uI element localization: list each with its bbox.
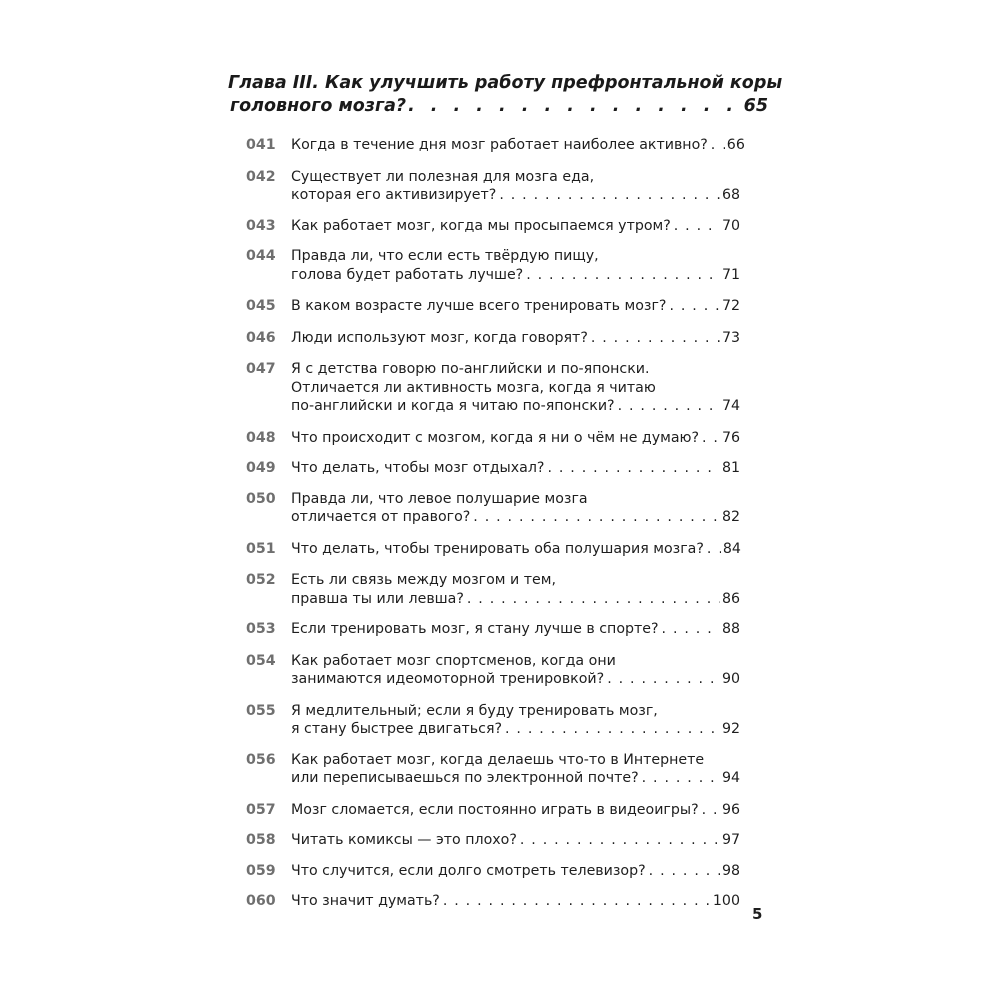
toc-entry-title: Если тренировать мозг, я стану лучше в спорте? bbox=[291, 621, 659, 637]
toc-entry-body bbox=[291, 540, 740, 559]
toc-entry-body bbox=[291, 831, 740, 850]
toc-entry-title: голова будет работать лучше? bbox=[291, 266, 524, 283]
toc-entry-final-line bbox=[291, 801, 740, 820]
toc-entry-final-line bbox=[291, 540, 740, 559]
toc-entry bbox=[246, 862, 740, 881]
toc-entry-page: 92 bbox=[721, 721, 740, 737]
toc-entry-title-line: Я медлительный; если я буду тренировать мозг, bbox=[291, 702, 658, 719]
toc-entry-number: 057 bbox=[246, 801, 276, 818]
toc-entry-title: Мозг сломается, если постоянно играть в видеоигры? bbox=[291, 801, 699, 818]
toc-entry-page: 98 bbox=[721, 862, 740, 879]
toc-entry-page: 84 bbox=[722, 540, 741, 557]
toc-entry-title-line: Отличается ли активность мозга, когда я читаю bbox=[291, 379, 656, 396]
toc-entry bbox=[246, 652, 740, 689]
toc-entry-final-line bbox=[291, 862, 740, 881]
toc-entry-final-line bbox=[291, 892, 740, 911]
toc-entry-final-line bbox=[291, 831, 740, 850]
toc-entry-number: 041 bbox=[246, 137, 276, 153]
toc-entry-number: 043 bbox=[246, 217, 276, 234]
toc-entry-title: Что случится, если долго смотреть телевизор? bbox=[291, 862, 646, 879]
toc-entry-final-line bbox=[291, 508, 740, 527]
toc-entry-page: 70 bbox=[721, 217, 740, 234]
toc-entry-number: 055 bbox=[246, 702, 276, 719]
toc-entry-body bbox=[291, 620, 740, 639]
toc-entry-page: 66 bbox=[726, 137, 745, 153]
toc-entry-title-line: Я с детства говорю по-английски и по-японски. bbox=[291, 361, 650, 377]
toc-entry-final-line bbox=[291, 459, 740, 478]
toc-entry bbox=[246, 247, 740, 284]
toc-entry bbox=[246, 540, 740, 559]
leader-dots bbox=[662, 620, 720, 639]
toc-entry-final-line bbox=[291, 266, 740, 285]
toc-entry-body bbox=[291, 801, 740, 820]
toc-entry bbox=[246, 892, 740, 911]
toc-entry-number: 042 bbox=[246, 168, 276, 185]
toc-entry-body bbox=[291, 247, 740, 284]
toc-entry-title-line: Правда ли, что левое полушарие мозга bbox=[291, 490, 588, 507]
leader-dots bbox=[618, 397, 720, 416]
toc-entry-title-line: Как работает мозг спортсменов, когда они bbox=[291, 652, 616, 669]
toc-entry-body bbox=[291, 168, 740, 205]
toc-entry-page: 90 bbox=[721, 671, 740, 687]
toc-entry-number: 053 bbox=[246, 621, 276, 637]
toc-entry-page: 86 bbox=[721, 590, 740, 607]
toc-entry-page: 73 bbox=[721, 329, 740, 346]
toc-entry-number: 060 bbox=[246, 893, 276, 909]
toc-entry-final-line bbox=[291, 720, 740, 739]
chapter-title-text: головного мозга? bbox=[230, 96, 407, 116]
toc-entry bbox=[246, 831, 740, 850]
toc-entry-body bbox=[291, 652, 740, 689]
toc-entry-title: Люди используют мозг, когда говорят? bbox=[291, 329, 588, 346]
toc-entry-number: 044 bbox=[246, 248, 276, 264]
leader-dots bbox=[669, 297, 719, 316]
leader-dots bbox=[520, 831, 720, 850]
toc-entry-title: я стану быстрее двигаться? bbox=[291, 721, 503, 737]
toc-entry-body bbox=[291, 862, 740, 881]
toc-entry-body bbox=[291, 136, 745, 155]
toc-entry-title: которая его активизирует? bbox=[291, 187, 497, 203]
toc-entry bbox=[246, 801, 740, 820]
toc-entry bbox=[246, 360, 740, 416]
toc-entry-final-line bbox=[291, 217, 740, 236]
toc-entry bbox=[246, 168, 740, 205]
toc-entry bbox=[246, 620, 740, 639]
toc-entry-title-line: Правда ли, что если есть твёрдую пищу, bbox=[291, 248, 599, 264]
toc-entry-page: 74 bbox=[721, 398, 740, 414]
toc-entry-title: Когда в течение дня мозг работает наиболее активно? bbox=[291, 137, 708, 153]
leader-dots bbox=[505, 720, 720, 739]
toc-entry-final-line bbox=[291, 397, 740, 416]
leader-dots bbox=[499, 186, 720, 205]
toc-entry-number: 056 bbox=[246, 751, 276, 768]
leader-dots bbox=[702, 429, 720, 448]
toc-entry-body bbox=[291, 490, 740, 527]
toc-entry-title: Что делать, чтобы мозг отдыхал? bbox=[291, 460, 545, 476]
leader-dots bbox=[649, 862, 720, 881]
toc-entry-page: 81 bbox=[721, 460, 740, 476]
toc-entry-title: по-английски и когда я читаю по-японски? bbox=[291, 398, 615, 414]
toc-entry-title: отличается от правого? bbox=[291, 509, 471, 525]
toc-entry bbox=[246, 217, 740, 236]
toc-entry-body bbox=[291, 217, 740, 236]
leader-dots bbox=[702, 801, 720, 820]
toc-entry-page: 100 bbox=[712, 893, 740, 909]
toc-entry-body bbox=[291, 329, 740, 348]
toc-entry-body bbox=[291, 459, 740, 478]
toc-entry-title: Что значит думать? bbox=[291, 893, 440, 909]
toc-entry-number: 048 bbox=[246, 429, 276, 446]
leader-dots bbox=[467, 590, 720, 609]
toc-entry-final-line bbox=[291, 620, 740, 639]
toc-entry-number: 052 bbox=[246, 572, 276, 588]
toc-entry-number: 059 bbox=[246, 862, 276, 879]
toc-entry bbox=[246, 459, 740, 478]
toc-entry-final-line bbox=[291, 329, 740, 348]
chapter-title-line-2 bbox=[228, 95, 768, 118]
leader-dots bbox=[591, 329, 720, 348]
page-number: 5 bbox=[752, 905, 763, 923]
toc-entry-title: правша ты или левша? bbox=[291, 590, 464, 607]
toc-entry-title: или переписываешься по электронной почте? bbox=[291, 770, 639, 786]
toc-entry-page: 97 bbox=[721, 832, 740, 848]
toc-entry-final-line bbox=[291, 136, 745, 155]
toc-entry-body bbox=[291, 429, 740, 448]
leader-dots bbox=[547, 459, 719, 478]
toc-entry bbox=[246, 297, 740, 316]
toc-entry-body bbox=[291, 360, 740, 416]
chapter-page: 65 bbox=[743, 96, 768, 116]
toc-entry bbox=[246, 429, 740, 448]
toc-entry-final-line bbox=[291, 590, 740, 609]
leader-dots bbox=[443, 892, 711, 911]
toc-entry bbox=[246, 490, 740, 527]
leader-dots bbox=[526, 266, 720, 285]
leader-dots bbox=[473, 508, 720, 527]
toc-entry bbox=[246, 702, 740, 739]
toc-entry-number: 050 bbox=[246, 490, 276, 507]
toc-entry bbox=[246, 571, 740, 608]
leader-dots bbox=[711, 136, 725, 155]
leader-dots bbox=[642, 769, 720, 788]
toc-entry-page: 72 bbox=[721, 298, 740, 314]
toc-entry-body bbox=[291, 571, 740, 608]
toc-entry-body bbox=[291, 297, 740, 316]
toc-entry-body bbox=[291, 702, 740, 739]
toc-entry-number: 047 bbox=[246, 361, 276, 377]
leader-dots bbox=[674, 217, 720, 236]
toc-entry-body bbox=[291, 892, 740, 911]
toc-entry-final-line bbox=[291, 769, 740, 788]
toc-entry-number: 049 bbox=[246, 460, 276, 476]
toc-entry-number: 046 bbox=[246, 329, 276, 346]
leader-dots bbox=[707, 540, 721, 559]
toc-entry-final-line bbox=[291, 670, 740, 689]
toc-entry-number: 051 bbox=[246, 540, 276, 557]
toc-entry-page: 76 bbox=[721, 429, 740, 446]
toc-entry-title: Читать комиксы — это плохо? bbox=[291, 832, 517, 848]
toc-entry-final-line bbox=[291, 297, 740, 316]
toc-entry-number: 054 bbox=[246, 652, 276, 669]
toc-entry-title-line: Существует ли полезная для мозга еда, bbox=[291, 168, 595, 185]
toc-entry-page: 71 bbox=[721, 266, 740, 283]
toc-entry-title-line: Есть ли связь между мозгом и тем, bbox=[291, 572, 556, 588]
toc-entry-title-line: Как работает мозг, когда делаешь что-то в Интернете bbox=[291, 751, 705, 768]
toc-entry bbox=[246, 329, 740, 348]
toc-entry-title: занимаются идеомоторной тренировкой? bbox=[291, 671, 605, 687]
toc-entry bbox=[246, 751, 740, 788]
toc-entry-final-line bbox=[291, 186, 740, 205]
toc-entry-body bbox=[291, 751, 740, 788]
toc-entry-final-line bbox=[291, 429, 740, 448]
toc-entry-page: 88 bbox=[721, 621, 740, 637]
toc-entry-page: 96 bbox=[721, 801, 740, 818]
toc-entry-title: Что происходит с мозгом, когда я ни о чём не думаю? bbox=[291, 429, 700, 446]
toc-entry-page: 94 bbox=[721, 770, 740, 786]
toc-entry-page: 82 bbox=[721, 509, 740, 525]
toc-entry-number: 058 bbox=[246, 832, 276, 848]
chapter-leader-dots bbox=[408, 95, 738, 118]
toc-entry-title: В каком возрасте лучше всего тренировать мозг? bbox=[291, 298, 667, 314]
leader-dots bbox=[607, 670, 720, 689]
toc-entry-title: Как работает мозг, когда мы просыпаемся утром? bbox=[291, 217, 671, 234]
table-of-contents bbox=[246, 136, 745, 911]
chapter-heading bbox=[228, 72, 783, 118]
toc-entry-number: 045 bbox=[246, 298, 276, 314]
chapter-title-line-1: Глава III. Как улучшить работу префронтальной коры bbox=[228, 73, 783, 93]
toc-entry-page: 68 bbox=[721, 187, 740, 203]
toc-entry bbox=[246, 136, 745, 155]
toc-entry-title: Что делать, чтобы тренировать оба полушария мозга? bbox=[291, 540, 704, 557]
